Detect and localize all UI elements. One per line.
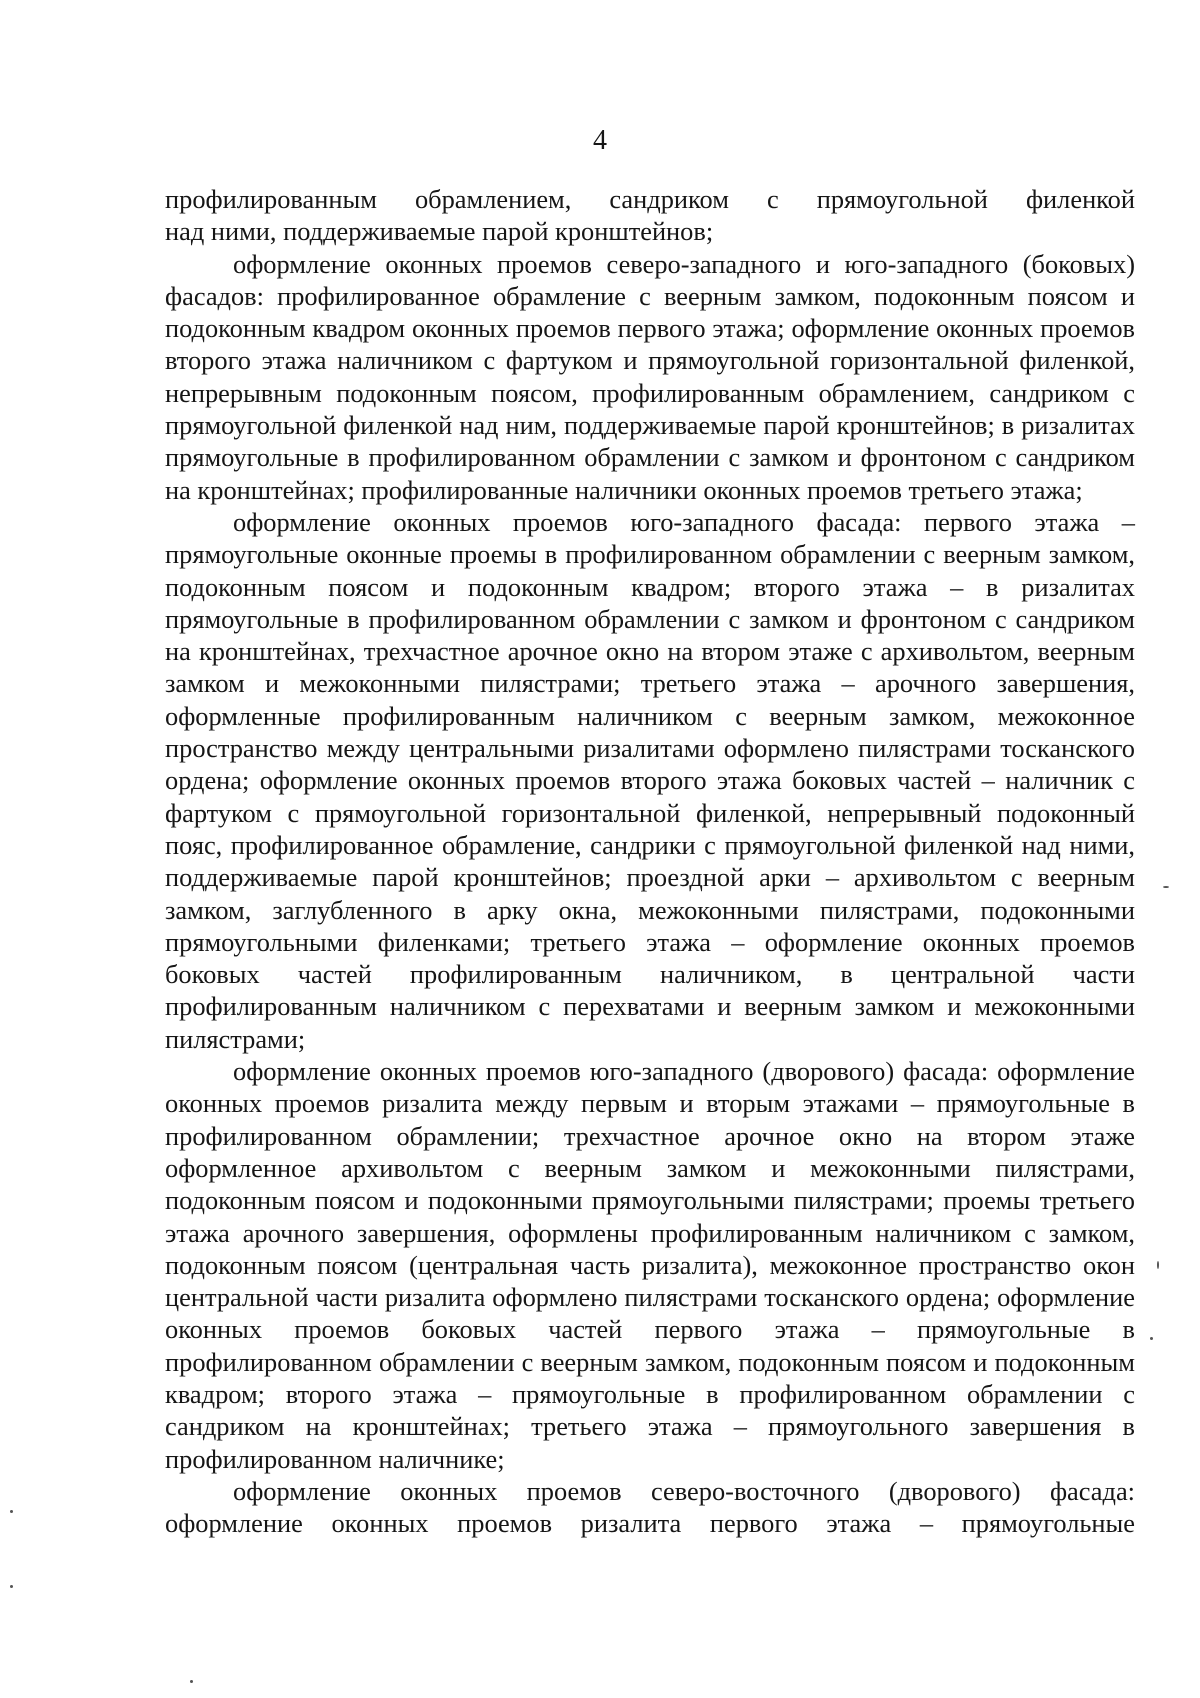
scan-speck xyxy=(10,1510,13,1513)
paragraph-northeast-courtyard-facade: оформление оконных проемов северо-восточного (дворового) фасада: оформление оконных проемов ризалита первого этажа – прямоугольные xyxy=(165,1475,1135,1539)
document-body xyxy=(165,183,1135,1539)
paragraph-side-facades: оформление оконных проемов северо-западного и юго-западного (боковых) фасадов: профилированное обрамление с веерным замком, подоконным поясом и подоконным квадром оконных проемов первого этажа; оформление оконных проемов второго этажа наличником с фартуком и прямоугольной горизонтальной филенкой, непрерывным подоконным поясом, профилированным обрамлением, сандриком с прямоугольной филенкой над ним, поддерживаемые парой кронштейнов; в ризалитах прямоугольные в профилированном обрамлении с замком и фронтоном с сандриком на кронштейнах; профилированные наличники оконных проемов третьего этажа; xyxy=(165,248,1135,505)
scan-speck xyxy=(1157,1261,1159,1269)
scan-speck xyxy=(1150,1337,1153,1340)
scan-speck xyxy=(190,1680,193,1683)
paragraph-continuation-line-1: профилированным обрамлением, сандриком с прямоугольной филенкой xyxy=(165,184,1135,214)
paragraph-continuation-line-2: над ними, поддерживаемые парой кронштейнов; xyxy=(165,216,714,247)
paragraph-southwest-courtyard-facade: оформление оконных проемов юго-западного (дворового) фасада: оформление оконных проемов ризалита между первым и вторым этажами – прямоугольные в профилированном обрамлении; трехчастное арочное окно на втором этаже оформленное архивольтом с веерным замком и межоконными пилястрами, подоконным поясом и подоконными прямоугольными пилястрами; проемы третьего этажа арочного завершения, оформлены профилированным наличником с замком, подоконным поясом (центральная часть ризалита), межоконное пространство окон центральной части ризалита оформлено пилястрами тосканского ордена; оформление оконных проемов боковых частей первого этажа – прямоугольные в профилированном обрамлении с веерным замком, подоконным поясом и подоконным квадром; второго этажа – прямоугольные в профилированном обрамлении с сандриком на кронштейнах; третьего этажа – прямоугольного завершения в профилированном наличнике; xyxy=(165,1056,1135,1474)
paragraph-southwest-facade: оформление оконных проемов юго-западного фасада: первого этажа – прямоугольные оконные проемы в профилированном обрамлении с веерным замком, подоконным поясом и подоконным квадром; второго этажа – в ризалитах прямоугольные в профилированном обрамлении с замком и фронтоном с сандриком на кронштейнах, трехчастное арочное окно на втором этаже с архивольтом, веерным замком и межоконными пилястрами; третьего этажа – арочного завершения, оформленные профилированным наличником с веерным замком, межоконное пространство между центральными ризалитами оформлено пилястрами тосканского ордена; оформление оконных проемов второго этажа боковых частей – наличник с фартуком с прямоугольной горизонтальной филенкой, непрерывный подоконный пояс, профилированное обрамление, сандрики с прямоугольной филенкой над ними, поддерживаемые парой кронштейнов; проездной арки – архивольтом с веерным замком, заглубленного в арку окна, межоконными пилястрами, подоконными прямоугольными филенками; третьего этажа – оформление оконных проемов боковых частей профилированным наличником, в центральной части профилированным наличником с перехватами и веерным замком и межоконными пилястрами; xyxy=(165,506,1135,1054)
page-number: 4 xyxy=(593,125,607,156)
scan-speck xyxy=(1163,886,1169,888)
scan-speck xyxy=(10,1585,13,1588)
